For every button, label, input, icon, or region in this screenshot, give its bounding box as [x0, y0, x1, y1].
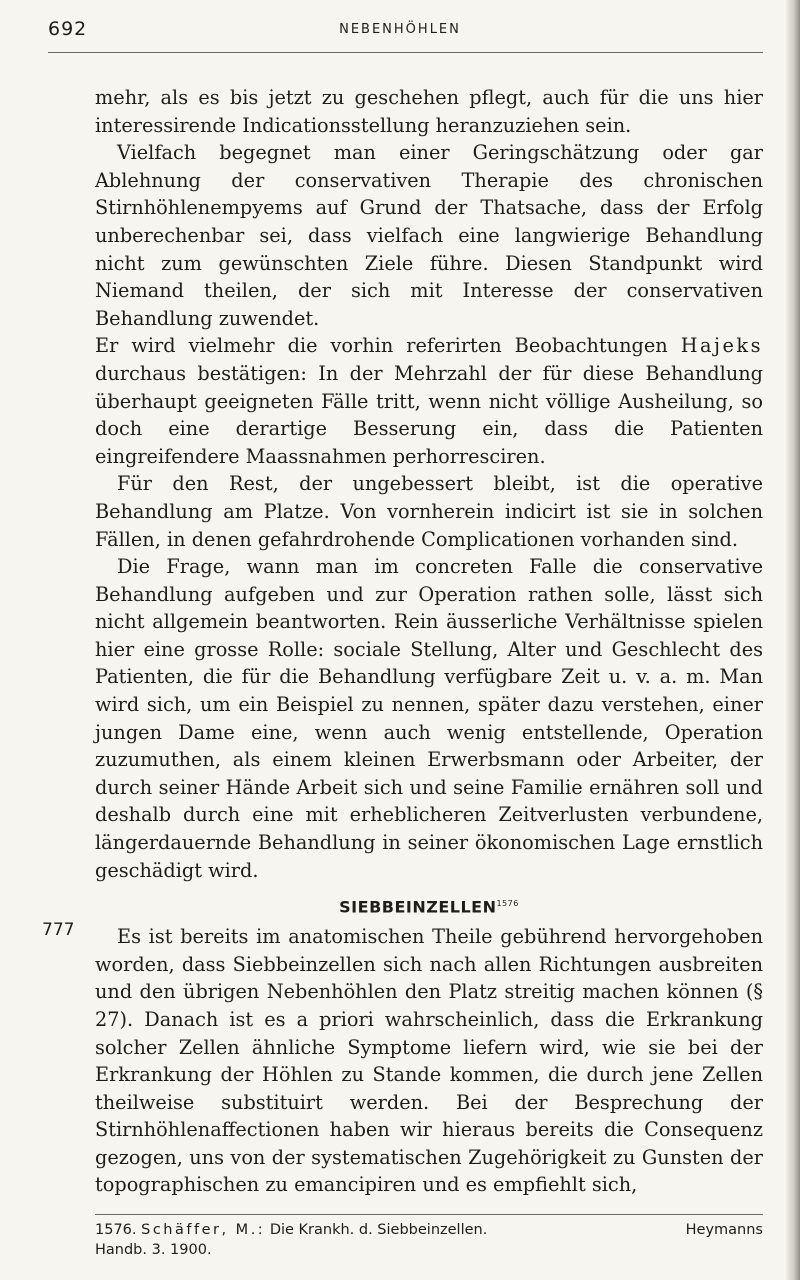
footnote-author: Schäffer, M.: — [141, 1222, 266, 1238]
paragraph-text: Er wird vielmehr die vorhin referirten Beobachtungen — [95, 334, 668, 358]
paragraph: Es ist bereits im anatomischen Theile gebührend hervorgehoben worden, dass Siebbeinzellen sich nach allen Richtungen ausbreiten und den übrigen Nebenhöhlen den Platz streitig machen können (§ 27). Danach ist es a priori wahrscheinlich, dass die Erkrankung solcher Zellen ähnliche Symptome liefern wird, wie sie bei der Erkrankung der Höhlen zu Stande kommen, die durch jene Zellen theilweise substituirt werden. Bei der Besprechung der Stirnhöhlenaffectionen haben wir hieraus bereits die Consequenz gezogen, uns von der systematischen Zugehörigkeit zu Gunsten der topographischen zu emancipiren und es empfiehlt sich, — [95, 925, 763, 1197]
footnote-text: Die Krankh. d. Siebbeinzellen. — [269, 1222, 488, 1238]
section-title — [95, 890, 763, 921]
footnote — [95, 1220, 763, 1260]
author-name-spaced: Hajeks — [680, 334, 763, 358]
paragraph: Für den Rest, der ungebessert bleibt, ist die operative Behandlung am Platze. Von vornherein indicirt ist sie in solchen Fällen, in denen gefahrdrohende Complicationen vorhanden sind. — [95, 472, 763, 551]
paragraph: Die Frage, wann man im concreten Falle die conservative Behandlung aufgeben und zur Operation rathen solle, lässt sich nicht allgemein beantworten. Rein äusserliche Verhältnisse spielen hier eine grosse Rolle: sociale Stellung, Alter und Geschlecht des Patienten, die für die Behandlung verfügbare Zeit u. v. a. m. Man wird sich, um ein Beispiel zu nennen, später dazu verstehen, einer jungen Dame eine, wenn auch wenig entstellende, Operation zuzumuthen, als einem kleinen Erwerbsmann oder Arbeiter, der durch seiner Hände Arbeit sich und seine Familie ernähren soll und deshalb durch eine mit erheblicheren Zeitverlusten verbundene, längerdauernde Behandlung in seiner ökonomischen Lage ernstlich geschädigt wird. — [95, 555, 763, 882]
footnote-citation — [95, 1220, 487, 1240]
page-number: 692 — [48, 18, 88, 40]
footnote-reference: 1576 — [496, 899, 519, 909]
book-spine-shadow — [786, 0, 800, 1280]
margin-number: 777 — [42, 920, 75, 940]
footnote-source-continued: Handb. 3. 1900. — [95, 1242, 212, 1258]
paragraph — [95, 332, 763, 470]
section-title-text: SIEBBEINZELLEN — [339, 897, 497, 917]
footnote-line — [95, 1220, 763, 1240]
main-text — [95, 84, 763, 1199]
footnote-number: 1576. — [95, 1222, 137, 1238]
footnote-divider — [95, 1214, 763, 1215]
footnote-source: Heymanns — [685, 1222, 763, 1238]
paragraph-text: durchaus bestätigen: In der Mehrzahl der für diese Behandlung überhaupt geeigneten Fälle tritt, wenn nicht völlige Ausheilung, so doch eine derartige Besserung ein, dass die Patienten eingreifendere Maassnahmen perhorresciren. — [95, 361, 763, 468]
paragraph: mehr, als es bis jetzt zu geschehen pflegt, auch für die uns hier interessirende Indicationsstellung heranzuziehen sein. — [95, 86, 763, 137]
running-head: NEBENHÖHLEN — [339, 22, 461, 37]
paragraph: Vielfach begegnet man einer Geringschätzung oder gar Ablehnung der conservativen Therapie des chronischen Stirnhöhlenempyems auf Grund der Thatsache, dass der Erfolg unberechenbar sei, dass vielfach eine langwierige Behandlung nicht zum gewünschten Ziele führe. Diesen Standpunkt wird Niemand theilen, der sich mit Interesse der conservativen Behandlung zuwendet. — [95, 141, 763, 330]
